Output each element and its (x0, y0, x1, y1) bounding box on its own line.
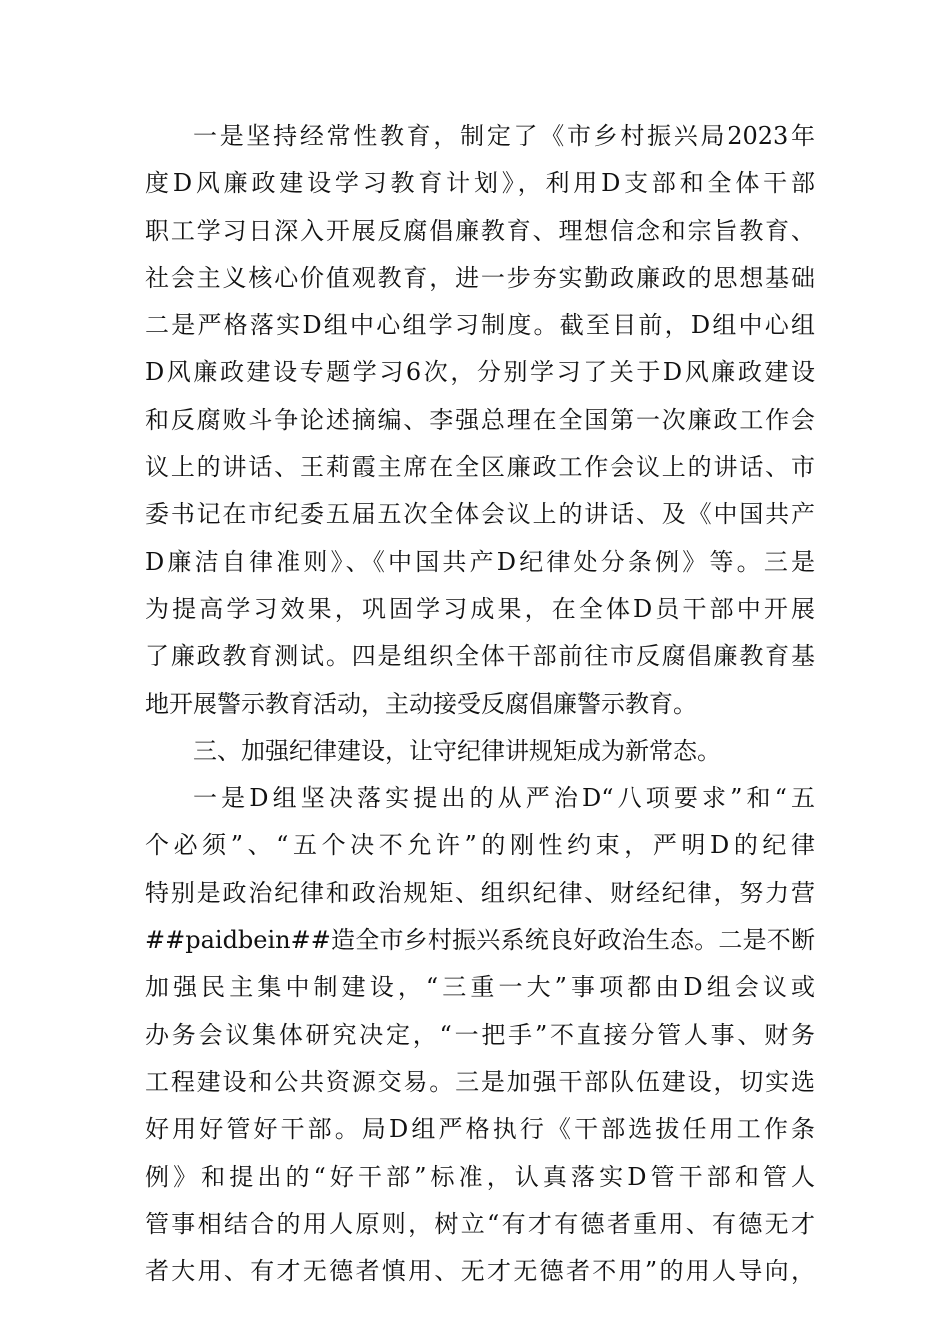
text-line: 者大用、有才无德者慎用、无才无德者不用”的用人导向， (145, 1257, 815, 1286)
text-line: 个必须”、“五个决不允许”的刚性约束，严明D的纪律 (145, 831, 815, 860)
text-line: 一是D组坚决落实提出的从严治D“八项要求”和“五 (193, 784, 815, 813)
text-line: 为提高学习效果，巩固学习成果，在全体D员干部中开展 (145, 594, 815, 623)
text-line: D廉洁自律准则》、《中国共产D纪律处分条例》等。三是 (145, 547, 815, 576)
text-line: 社会主义核心价值观教育，进一步夯实勤政廉政的思想基础 (145, 263, 815, 292)
text-line: 委书记在市纪委五届五次全体会议上的讲话、及《中国共产 (145, 500, 815, 529)
text-line: 二是严格落实D组中心组学习制度。截至目前，D组中心组 (145, 311, 815, 340)
text-line: 地开展警示教育活动，主动接受反腐倡廉警示教育。 (145, 689, 697, 718)
text-line: 了廉政教育测试。四是组织全体干部前往市反腐倡廉教育基 (145, 642, 815, 671)
text-line: 例》和提出的“好干部”标准，认真落实D管干部和管人 (145, 1162, 815, 1191)
text-line: 一是坚持经常性教育，制定了《市乡村振兴局2023年 (193, 122, 815, 150)
text-line: 办务会议集体研究决定，“一把手”不直接分管人事、财务 (145, 1020, 815, 1049)
text-line: 管事相结合的用人原则，树立“有才有德者重用、有德无才 (145, 1209, 815, 1238)
text-line: 和反腐败斗争论述摘编、李强总理在全国第一次廉政工作会 (145, 405, 815, 434)
text-line: 工程建设和公共资源交易。三是加强干部队伍建设，切实选 (145, 1067, 815, 1096)
text-line: 好用好管好干部。局D组严格执行《干部选拔任用工作条 (145, 1115, 815, 1144)
text-line: 职工学习日深入开展反腐倡廉教育、理想信念和宗旨教育、 (145, 216, 815, 245)
text-line: 度D风廉政建设学习教育计划》，利用D支部和全体干部 (145, 169, 815, 198)
text-line: ##paidbein##造全市乡村振兴系统良好政治生态。二是不断 (145, 926, 815, 955)
text-line: 议上的讲话、王莉霞主席在全区廉政工作会议上的讲话、市 (145, 453, 815, 482)
text-line: 特别是政治纪律和政治规矩、组织纪律、财经纪律，努力营 (145, 878, 815, 907)
text-line: 加强民主集中制建设，“三重一大”事项都由D组会议或 (145, 973, 815, 1002)
body-text (145, 113, 815, 1295)
section-heading: 三、加强纪律建设，让守纪律讲规矩成为新常态。 (193, 736, 721, 765)
text-line: D风廉政建设专题学习6次，分别学习了关于D风廉政建设 (145, 358, 815, 387)
